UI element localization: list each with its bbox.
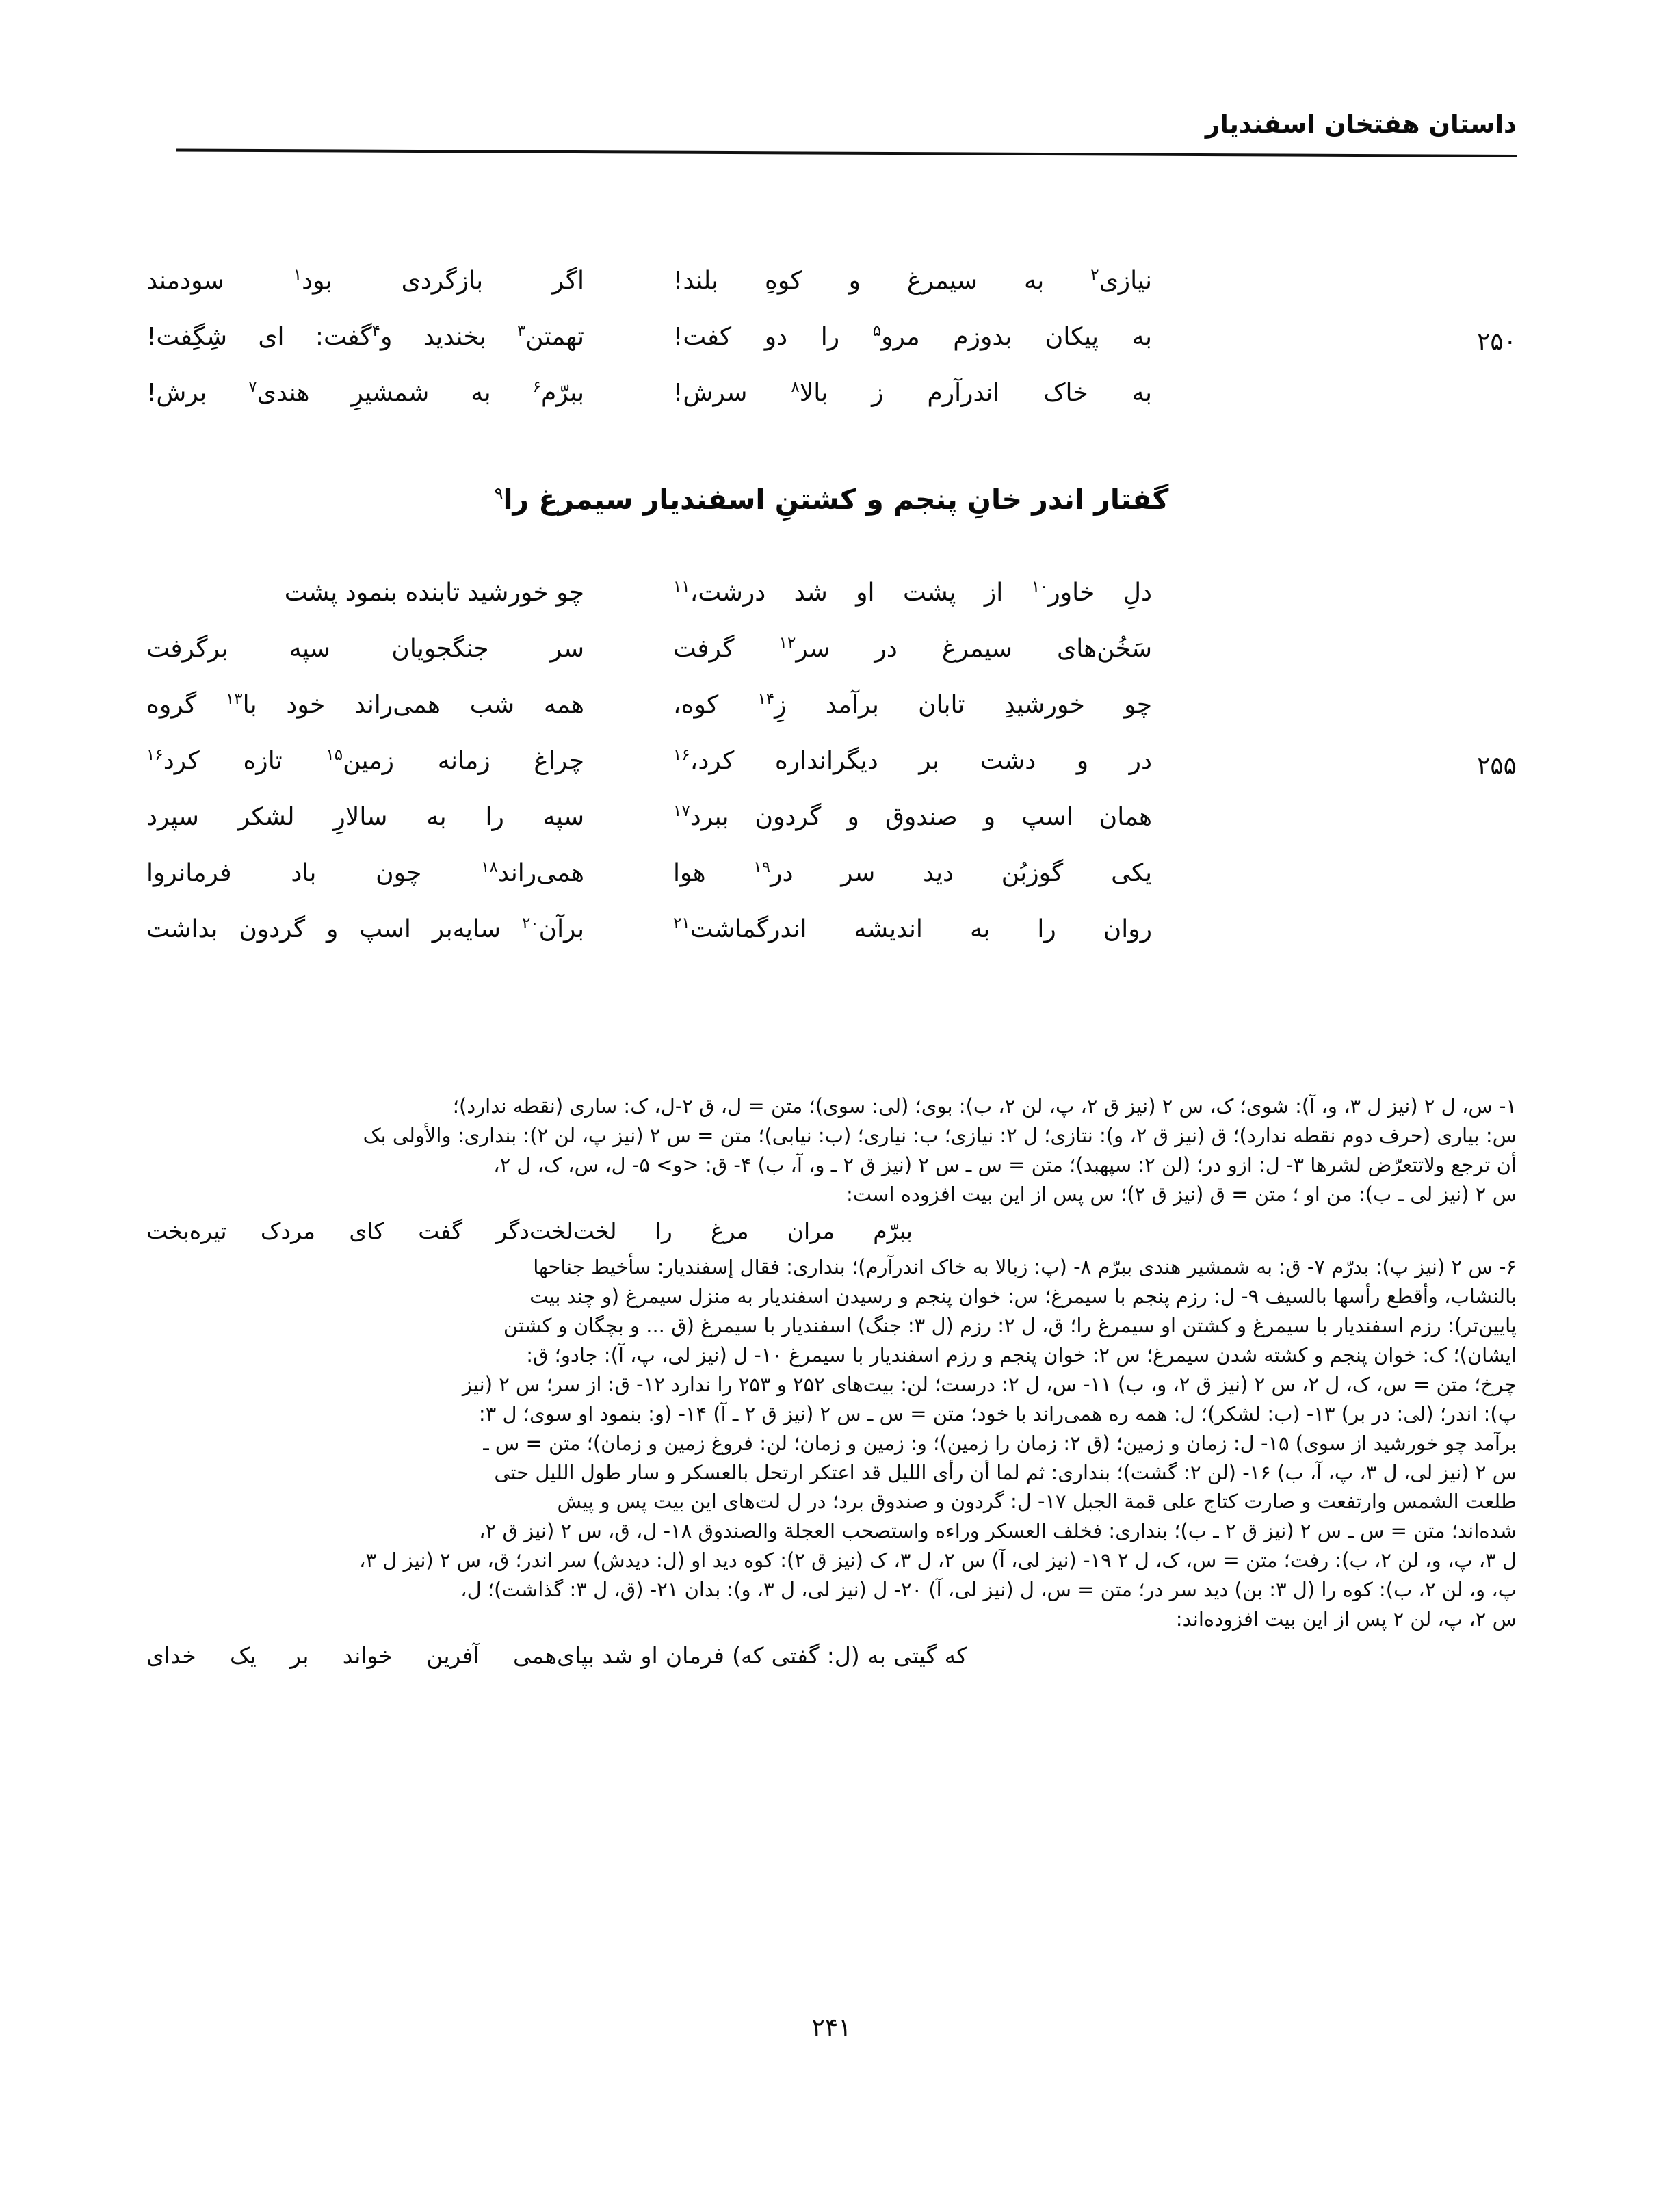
- hemistich-left: [673, 380, 1152, 406]
- hemistich-right: [146, 636, 584, 662]
- hemistich-tail: به سیمرغ و کوهِ بلند!: [673, 267, 1091, 295]
- hemistich-text: همه شب همی‌راند خود با: [242, 691, 584, 719]
- interpolated-couplet: [146, 1217, 1517, 1245]
- verse-line: [146, 692, 1517, 748]
- section-heading-text: گفتار اندر خانِ پنجم و کشتنِ اسفندیار سیمرغ را: [503, 483, 1169, 516]
- verse-block-upper: [146, 268, 1517, 436]
- hemistich-right: [146, 914, 584, 943]
- footnote-marker: ۴: [371, 322, 381, 340]
- couplet-hemistich-left: که گیتی به (ل: گفتی که) فرمان او شد بپای: [557, 1642, 967, 1669]
- footnote-marker: ۱۹: [753, 858, 771, 876]
- footnote-marker: ۹: [494, 484, 503, 503]
- footnote-line: ایشان)؛ ک: خوان پنجم و کشته شدن سیمرغ؛ س ۲: خوان پنجم و رزم اسفندیار با سیمرغ ۱۰- ل (نیز لی، پ، آ): جادو؛ ق:: [526, 1343, 1517, 1367]
- hemistich-tail: سودمند: [146, 267, 293, 295]
- hemistich-tail: هوا: [673, 859, 754, 887]
- hemistich-text: به پیکان بدوزم مرو: [881, 323, 1153, 351]
- hemistich-tail: چون باد فرمانروا: [146, 859, 482, 887]
- footnote-marker: ۲۱: [673, 914, 690, 932]
- hemistich-tail: تازه کرد: [163, 747, 326, 775]
- hemistich-right: [146, 692, 584, 718]
- verse-number: ۲۵۰: [1476, 328, 1517, 356]
- header-rule: [176, 148, 1517, 157]
- verse-line: [146, 636, 1517, 692]
- hemistich-tail: گفت: ای شِگِفت!: [146, 323, 372, 351]
- hemistich-left: [673, 748, 1152, 774]
- hemistich-text: چو خورشیدِ تابان برآمد زِ: [774, 691, 1152, 719]
- running-header-title: داستان هفتخان اسفندیار: [1205, 109, 1517, 139]
- hemistich-mid: به شمشیرِ هندی: [257, 379, 533, 407]
- footnote-line: پایین‌تر): رزم اسفندیار با سیمرغ و کشتن او سیمرغ را؛ ق، ل ۲: رزم (ل ۳: جنگ) اسفندیار با سیمرغ (ق ... و بچگان و کشتن: [503, 1314, 1517, 1338]
- hemistich-text: اگر بازگردی بود: [302, 267, 585, 295]
- footnote-line: چرخ؛ متن = س، ک، ل ۲، س ۲ (نیز ق ۲، و، ب) ۱۱- س، ل ۲: درست؛ لن: بیت‌های ۲۵۲ و ۲۵۳ را ندارد ۱۲- ق: از سر؛ س ۲ (نیز: [462, 1372, 1517, 1396]
- footnote-marker: ۲: [1090, 266, 1099, 284]
- hemistich-right: [146, 804, 584, 830]
- hemistich-tail: از پشت او شد درشت،: [690, 579, 1032, 607]
- hemistich-tail: گروه: [146, 691, 226, 719]
- footnote-marker: ۱: [293, 266, 302, 284]
- footnote-line: پ): اندر؛ (لی: در بر) ۱۳- (ب: لشکر)؛ ل: همه ره همی‌راند با خود؛ متن = س ـ س ۲ (نیز ق ۲ ـ آ) ۱۴- (و: بنمود او سوی؛ ل ۳:: [478, 1401, 1517, 1425]
- hemistich-text: سَخُن‌های سیمرغ در سر: [796, 635, 1152, 663]
- footnote-line: طلعت الشمس وارتفعت و صارت کتاج علی قمة الجبل ۱۷- ل: گردون و صندوق برد؛ در ل لت‌های این بیت پس و پیش: [557, 1490, 1517, 1514]
- hemistich-tail: سرش!: [673, 379, 791, 407]
- verse-number: ۲۵۵: [1476, 752, 1517, 780]
- couplet-hemistich-right: دگر گفت کای مردک تیره‌بخت: [146, 1217, 529, 1244]
- hemistich-left: [673, 804, 1152, 830]
- hemistich-text: سر جنگجویان سپه برگرفت: [146, 635, 584, 663]
- hemistich-left: [673, 914, 1152, 943]
- footnote-line: س ۲، پ، لن ۲ پس از این بیت افزوده‌اند:: [1175, 1607, 1517, 1631]
- hemistich-text: نیازی: [1099, 267, 1152, 295]
- hemistich-left: [673, 268, 1152, 294]
- footnote-marker: ۱۱: [673, 578, 690, 596]
- hemistich-left: [673, 692, 1152, 718]
- hemistich-tail: گرفت: [673, 635, 779, 663]
- footnote-apparatus: [146, 1092, 1517, 1678]
- verse-line: [146, 804, 1517, 860]
- footnote-marker: ۱۴: [757, 690, 775, 708]
- verse-line: [146, 324, 1517, 380]
- footnote-marker: ۵: [872, 322, 882, 340]
- footnote-line: پ، و، لن ۲، ب): کوه را (ل ۳: بن) دید سر در؛ متن = س، ل (نیز لی، آ) ۲۰- ل (نیز لی، ل ۳، و): بدان ۲۱- (ق، ل ۳: گذاشت)؛ ل،: [460, 1578, 1517, 1602]
- footnote-marker: ۱۸: [481, 858, 498, 876]
- footnote-marker: ۱۷: [673, 802, 690, 820]
- footnote-line: س ۲ (نیز لی ـ ب): من او ؛ متن = ق (نیز ق ۲)؛ س پس از این بیت افزوده است:: [846, 1182, 1517, 1206]
- footnote-line: ل ۳، پ، و، لن ۲، ب): رفت؛ متن = س، ک، ل ۲ ۱۹- (نیز لی، آ) س ۲، ل ۳، ک (نیز ق ۲): کوه دید او (ل: دیدش) سر اندر؛ ق، س ۲ (نیز ل ۳،: [359, 1549, 1517, 1572]
- verse-line: [146, 268, 1517, 324]
- footnote-line: برآمد چو خورشید از سوی) ۱۵- ل: زمان و زمین؛ (ق ۲: زمان را زمین)؛ و: زمین و زمان؛ لن: فروغ زمین و زمان)؛ متن = س ـ: [483, 1431, 1517, 1455]
- hemistich-right: [146, 748, 584, 774]
- hemistich-tail: سایه‌بر اسپ و گردون بداشت: [146, 915, 522, 943]
- hemistich-tail: کوه،: [673, 691, 758, 719]
- footnote-marker: ۱۵: [326, 746, 343, 764]
- hemistich-left: [673, 636, 1152, 662]
- couplet-hemistich-right: همی آفرین خواند بر یک خدای: [146, 1642, 557, 1669]
- hemistich-text: یکی گوزبُن دید سر در: [770, 859, 1152, 887]
- hemistich-right: [146, 324, 584, 350]
- hemistich-right: [146, 380, 584, 406]
- hemistich-left: [673, 860, 1152, 886]
- hemistich-text: چراغ زمانه زمین: [343, 747, 584, 775]
- hemistich-left: [673, 580, 1152, 606]
- hemistich-text: همان اسپ و صندوق و گردون ببرد: [690, 803, 1152, 831]
- footnote-line: ۱- س، ل ۲ (نیز ل ۳، و، آ): شوی؛ ک، س ۲ (نیز ق ۲، پ، لن ۲، ب): بوی؛ (لی: سوی)؛ متن = ل، ق ۲-ل، ک: ساری (نقطه ندارد)؛: [452, 1094, 1517, 1118]
- verse-block-lower: [146, 580, 1517, 973]
- section-heading: [146, 483, 1517, 516]
- hemistich-text: سپه را به سالارِ لشکر سپرد: [146, 803, 584, 831]
- hemistich-mid: بخندید و: [380, 323, 517, 351]
- verse-line: [146, 748, 1517, 804]
- footnote-marker: ۸: [791, 378, 800, 396]
- footnote-marker: ۱۶: [673, 746, 690, 764]
- footnote-marker: ۱۶: [146, 746, 163, 764]
- page-number: ۲۴۱: [811, 2014, 852, 2042]
- footnote-line: شده‌اند؛ متن = س ـ س ۲ (نیز ق ۲ ـ ب)؛ بنداری: فخلف العسکر وراءه واستصحب العجلة والصندوق ۱۸- ل، ق، س ۲ (نیز ق ۲،: [479, 1519, 1517, 1543]
- hemistich-tail: برش!: [146, 379, 249, 407]
- hemistich-text: برآن: [538, 915, 584, 943]
- hemistich-tail: را دو کفت!: [673, 323, 873, 351]
- footnote-marker: ۱۳: [225, 690, 243, 708]
- verse-line: [146, 860, 1517, 917]
- hemistich-text: ببرّم: [540, 379, 585, 407]
- footnote-marker: ۳: [516, 322, 526, 340]
- footnote-marker: ۷: [248, 378, 257, 396]
- hemistich-right: [146, 580, 584, 606]
- hemistich-text: همی‌راند: [497, 859, 584, 887]
- footnote-line: بالنشاب، وأقطع رأسها بالسیف ۹- ل: رزم پنجم با سیمرغ؛ س: خوان پنجم و رسیدن اسفندیار به منزل سیمرغ (و چند بیت: [529, 1285, 1517, 1308]
- footnote-line: س: بیاری (حرف دوم نقطه ندارد)؛ ق (نیز ق ۲، و): نتازی؛ ل ۲: نیازی؛ ب: نیاری؛ (ب: نیابی)؛ متن = س ۲ (نیز پ، لن ۲): بنداری: والأولی بک: [363, 1123, 1517, 1147]
- hemistich-text: تهمتن: [525, 323, 584, 351]
- verse-line: [146, 380, 1517, 436]
- footnote-line: أن ترجع ولاتتعرّض لشرها ۳- ل: ازو در؛ (لن ۲: سپهبد)؛ متن = س ـ س ۲ (نیز ق ۲ ـ و، آ، ب) ۴- ق: <و> ۵- ل، س، ک، ل ۲،: [493, 1153, 1517, 1176]
- hemistich-text: چو خورشید تابنده بنمود پشت: [284, 579, 584, 607]
- couplet-hemistich-left: ببرّم مران مرغ را لخت‌لخت: [529, 1217, 913, 1244]
- running-header: [146, 109, 1517, 171]
- hemistich-text: دلِ خاور: [1048, 579, 1153, 607]
- footnote-marker: ۱۰: [1031, 578, 1049, 596]
- footnote-marker: ۶: [532, 378, 541, 396]
- footnote-marker: ۲۰: [521, 914, 539, 932]
- footnote-line: س ۲ (نیز لی، ل ۳، پ، آ، ب) ۱۶- (لن ۲: گشت)؛ بنداری: ثم لما أن رأی اللیل قد اعتکر ارتحل بالعسکر و سار طول اللیل حتی: [494, 1460, 1517, 1484]
- interpolated-couplet: [146, 1642, 1517, 1670]
- verse-line: [146, 914, 1517, 973]
- hemistich-text: به خاک اندرآرم ز بالا: [799, 379, 1152, 407]
- footnote-marker: ۱۲: [778, 634, 796, 652]
- verse-line: [146, 580, 1517, 636]
- footnote-line: ۶- س ۲ (نیز پ): بدرّم ۷- ق: به شمشیر هندی ببرّم ۸- (پ: زبالا به خاک اندرآرم)؛ بنداری: فقال إسفندیار: سأخیط جناحها: [533, 1255, 1517, 1279]
- hemistich-text: در و دشت بر دیگرانداره کرد،: [690, 747, 1152, 775]
- hemistich-right: [146, 860, 584, 886]
- hemistich-text: روان را به اندیشه اندرگماشت: [690, 915, 1152, 943]
- hemistich-left: [673, 324, 1152, 350]
- hemistich-right: [146, 268, 584, 294]
